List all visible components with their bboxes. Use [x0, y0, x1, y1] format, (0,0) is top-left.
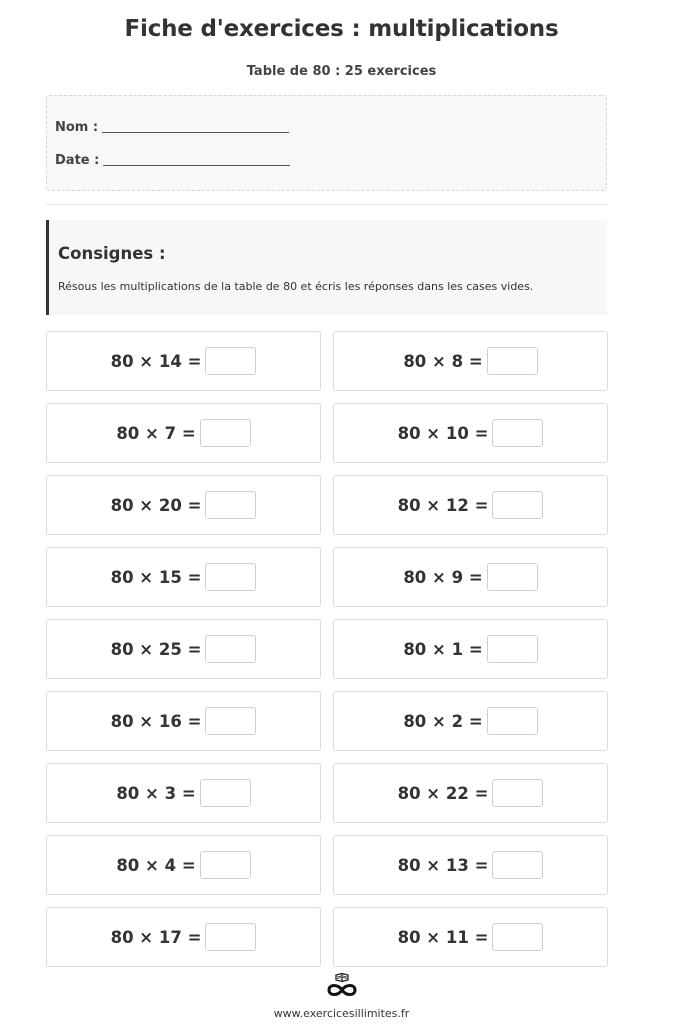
exercise-item [333, 835, 608, 895]
exercise-item [333, 691, 608, 751]
answer-input[interactable] [492, 491, 543, 519]
date-blank-field[interactable] [103, 153, 290, 166]
exercise-expression: 80 × 10 = [397, 423, 489, 443]
exercise-expression: 80 × 20 = [110, 495, 202, 515]
exercise-item [333, 403, 608, 463]
instructions-text: Résous les multiplications de la table de 80 et écris les réponses dans les cases vides. [58, 280, 534, 293]
exercise-expression: 80 × 1 = [403, 639, 483, 659]
instructions-box [46, 220, 607, 315]
answer-input[interactable] [487, 563, 538, 591]
date-label: Date : [55, 153, 100, 168]
exercise-expression: 80 × 16 = [110, 711, 202, 731]
answer-input[interactable] [200, 419, 251, 447]
answer-input[interactable] [492, 779, 543, 807]
exercise-grid [46, 331, 608, 967]
exercise-item [46, 691, 321, 751]
answer-input[interactable] [205, 563, 256, 591]
name-blank-field[interactable] [102, 120, 289, 133]
footer-url: www.exercicesillimites.fr [273, 1007, 410, 1020]
answer-input[interactable] [487, 635, 538, 663]
exercise-item [333, 331, 608, 391]
answer-input[interactable] [487, 707, 538, 735]
exercise-expression: 80 × 25 = [110, 639, 202, 659]
answer-input[interactable] [205, 923, 256, 951]
exercise-expression: 80 × 7 = [116, 423, 196, 443]
exercise-expression: 80 × 4 = [116, 855, 196, 875]
exercise-item [46, 547, 321, 607]
answer-input[interactable] [205, 491, 256, 519]
exercise-item [46, 835, 321, 895]
exercise-item [333, 547, 608, 607]
exercise-expression: 80 × 17 = [110, 927, 202, 947]
exercise-expression: 80 × 2 = [403, 711, 483, 731]
exercise-expression: 80 × 14 = [110, 351, 202, 371]
name-label: Nom : [55, 120, 99, 135]
page-subtitle: Table de 80 : 25 exercices [246, 64, 437, 79]
exercise-expression: 80 × 13 = [397, 855, 489, 875]
exercise-item [46, 403, 321, 463]
infinity-book-logo-icon [325, 973, 359, 999]
exercise-expression: 80 × 8 = [403, 351, 483, 371]
exercise-expression: 80 × 15 = [110, 567, 202, 587]
exercise-expression: 80 × 12 = [397, 495, 489, 515]
exercise-item [46, 475, 321, 535]
exercise-item [333, 619, 608, 679]
exercise-expression: 80 × 11 = [397, 927, 489, 947]
answer-input[interactable] [492, 851, 543, 879]
exercise-expression: 80 × 3 = [116, 783, 196, 803]
answer-input[interactable] [487, 347, 538, 375]
name-line [55, 120, 289, 135]
exercise-item [46, 331, 321, 391]
answer-input[interactable] [205, 635, 256, 663]
answer-input[interactable] [200, 851, 251, 879]
student-info-box [46, 95, 607, 191]
answer-input[interactable] [492, 923, 543, 951]
answer-input[interactable] [200, 779, 251, 807]
exercise-expression: 80 × 9 = [403, 567, 483, 587]
date-line [55, 153, 290, 168]
answer-input[interactable] [205, 347, 256, 375]
exercise-item [46, 763, 321, 823]
section-divider [46, 204, 607, 205]
answer-input[interactable] [492, 419, 543, 447]
exercise-expression: 80 × 22 = [397, 783, 489, 803]
exercise-item [46, 619, 321, 679]
instructions-heading: Consignes : [58, 244, 166, 263]
exercise-item [46, 907, 321, 967]
answer-input[interactable] [205, 707, 256, 735]
page-title: Fiche d'exercices : multiplications [124, 16, 559, 42]
exercise-item [333, 763, 608, 823]
exercise-item [333, 907, 608, 967]
exercise-item [333, 475, 608, 535]
